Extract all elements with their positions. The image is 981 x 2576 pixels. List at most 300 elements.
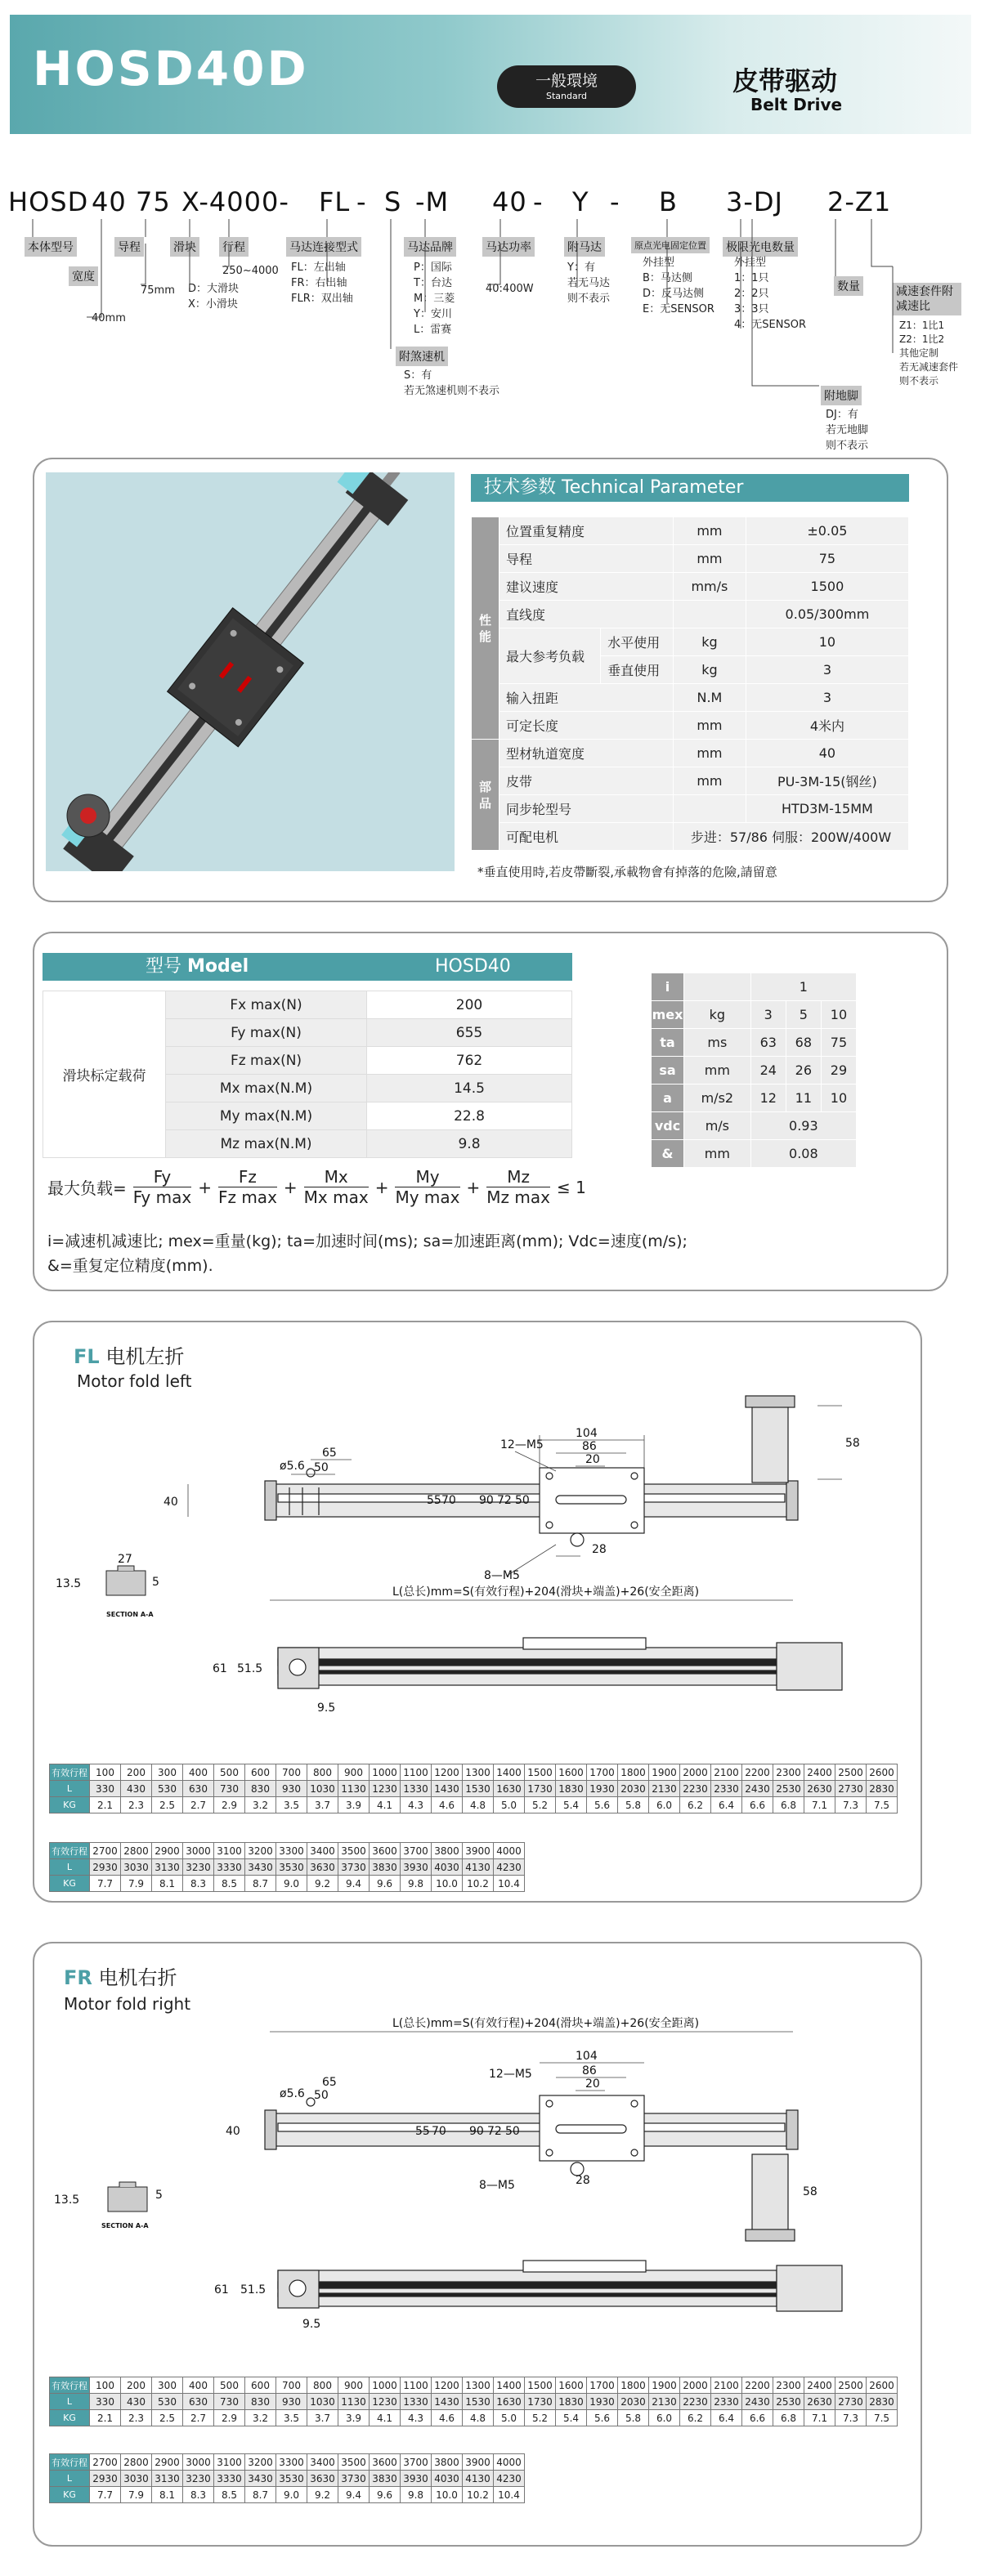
size-cell: 1700 (587, 2377, 618, 2394)
size-cell: 1030 (307, 2394, 338, 2410)
size-cell: 900 (338, 1764, 370, 1781)
size-cell: 5.2 (525, 2410, 556, 2426)
size-cell: 2430 (742, 2394, 773, 2410)
size-cell: 1500 (525, 1764, 556, 1781)
size-cell: 3130 (152, 1859, 183, 1876)
size-cell: 930 (276, 2394, 307, 2410)
fr-size-table-2 (49, 2453, 525, 2503)
size-cell: 9.4 (338, 2487, 370, 2503)
dim-12m5: 12—M5 (489, 2068, 532, 2081)
code-label: 减速套件附减速比 (893, 283, 961, 315)
size-cell: 6.8 (773, 2410, 804, 2426)
size-cell: 1600 (556, 1764, 587, 1781)
dim-8m5: 8—M5 (479, 2179, 515, 2192)
size-cell: 5.2 (525, 1797, 556, 1813)
code-opt-list: P：国际 T：台达 M：三菱 Y：安川 L：雷赛 (414, 262, 455, 336)
size-cell: 9.0 (276, 1876, 307, 1892)
drive-type-cn: 皮带驱动 (732, 65, 838, 96)
size-cell: 330 (90, 1781, 121, 1797)
size-cell: 2700 (90, 1843, 121, 1859)
size-cell: 2230 (680, 1781, 711, 1797)
dim-8m5: 8—M5 (484, 1569, 520, 1582)
size-cell: 4.1 (370, 2410, 401, 2426)
code-part: Y (572, 186, 589, 217)
code-part: - (533, 186, 544, 217)
size-cell: 2.1 (90, 1797, 121, 1813)
dim-65: 65 (322, 2076, 337, 2089)
size-cell: 2500 (835, 2377, 867, 2394)
size-cell: 9.6 (370, 1876, 401, 1892)
size-cell: 3.2 (245, 1797, 276, 1813)
size-cell: 7.5 (867, 2410, 898, 2426)
size-cell: 830 (245, 2394, 276, 2410)
size-cell: 2030 (618, 1781, 649, 1797)
size-cell: 9.6 (370, 2487, 401, 2503)
dim-20: 20 (585, 2077, 600, 2091)
size-cell: 2730 (835, 1781, 867, 1797)
size-cell: 1200 (432, 2377, 463, 2394)
size-cell: 3900 (463, 2454, 494, 2471)
size-cell: 2100 (711, 2377, 742, 2394)
size-cell: 3230 (183, 1859, 214, 1876)
code-part: 3-DJ (726, 186, 783, 217)
size-cell: 3500 (338, 1843, 370, 1859)
size-cell: 3430 (245, 1859, 276, 1876)
code-part: S (384, 186, 402, 217)
code-opt-list: FL：左出轴 FR：右出轴 FLR：双出轴 (291, 262, 353, 305)
size-cell: 3000 (183, 2454, 214, 2471)
size-cell: 2000 (680, 2377, 711, 2394)
size-cell: 3300 (276, 2454, 307, 2471)
size-cell: 1100 (401, 2377, 432, 2394)
code-opt-list: 外挂型 1：1只 2：2只 3：3只 4：无SENSOR (734, 257, 806, 331)
dim-12m5: 12—M5 (500, 1438, 544, 1451)
dim-58: 58 (803, 2185, 818, 2198)
size-cell: 1730 (525, 1781, 556, 1797)
size-cell: 9.2 (307, 2487, 338, 2503)
dim-90: 90 (479, 1494, 494, 1507)
code-opt: 75mm (141, 284, 175, 297)
size-row-header: L (50, 1859, 90, 1876)
size-cell: 1400 (494, 2377, 525, 2394)
size-cell: 8.1 (152, 1876, 183, 1892)
dim-40: 40 (164, 1496, 178, 1509)
size-cell: 3830 (370, 1859, 401, 1876)
size-cell: 3730 (338, 1859, 370, 1876)
size-row (50, 1764, 898, 1781)
size-cell: 1900 (649, 2377, 680, 2394)
size-cell: 3630 (307, 2471, 338, 2487)
size-cell: 2830 (867, 1781, 898, 1797)
dim-55: 55 (415, 2125, 430, 2138)
code-opt: 250~4000 (222, 265, 279, 277)
size-cell: 3930 (401, 1859, 432, 1876)
size-cell: 6.2 (680, 1797, 711, 1813)
size-cell: 1430 (432, 1781, 463, 1797)
size-cell: 7.5 (867, 1797, 898, 1813)
dim-20: 20 (585, 1453, 600, 1466)
size-cell: 2500 (835, 1764, 867, 1781)
size-cell: 7.9 (121, 1876, 152, 1892)
dim-65: 65 (322, 1447, 337, 1460)
size-cell: 4130 (463, 2471, 494, 2487)
size-cell: 1600 (556, 2377, 587, 2394)
size-cell: 3400 (307, 2454, 338, 2471)
size-cell: 7.3 (835, 1797, 867, 1813)
dim-5: 5 (155, 2189, 163, 2202)
size-cell: 1000 (370, 2377, 401, 2394)
size-cell: 530 (152, 1781, 183, 1797)
dim-phi: ø5.6 (280, 1460, 305, 1473)
size-cell: 5.8 (618, 2410, 649, 2426)
dim-50: 50 (314, 2089, 329, 2102)
code-label: 行程 (219, 237, 249, 257)
size-cell: 8.1 (152, 2487, 183, 2503)
product-image (46, 472, 455, 871)
size-cell: 2030 (618, 2394, 649, 2410)
tech-title: 技术参数 Technical Parameter (471, 474, 909, 502)
size-cell: 1000 (370, 1764, 401, 1781)
code-leader-lines (0, 214, 981, 459)
code-label: 宽度 (69, 266, 98, 286)
size-cell: 7.1 (804, 2410, 835, 2426)
size-cell: 300 (152, 1764, 183, 1781)
size-row (50, 2394, 898, 2410)
size-cell: 630 (183, 2394, 214, 2410)
code-label: 马达功率 (482, 237, 535, 257)
size-cell: 7.7 (90, 1876, 121, 1892)
size-cell: 3700 (401, 1843, 432, 1859)
code-part: 40 (492, 186, 527, 217)
size-cell: 430 (121, 2394, 152, 2410)
size-cell: 2600 (867, 1764, 898, 1781)
size-cell: 2530 (773, 2394, 804, 2410)
size-cell: 3330 (214, 2471, 245, 2487)
dim-90: 90 (469, 2125, 484, 2138)
size-cell: 7.7 (90, 2487, 121, 2503)
size-cell: 930 (276, 1781, 307, 1797)
size-cell: 3900 (463, 1843, 494, 1859)
size-cell: 4.3 (401, 1797, 432, 1813)
size-cell: 1200 (432, 1764, 463, 1781)
size-cell: 6.4 (711, 1797, 742, 1813)
size-cell: 3100 (214, 2454, 245, 2471)
load-formula: 最大负载= Fy Fy max + Fz Fz max + Mx Mx max + My My max + Mz Mz max ≤ 1 (47, 1167, 586, 1207)
code-opt: 40mm (92, 312, 126, 324)
dim-58: 58 (845, 1437, 860, 1450)
size-cell: 3030 (121, 1859, 152, 1876)
size-cell: 4.6 (432, 1797, 463, 1813)
size-cell: 1830 (556, 2394, 587, 2410)
size-row (50, 2377, 898, 2394)
size-cell: 2.7 (183, 1797, 214, 1813)
size-cell: 3530 (276, 2471, 307, 2487)
dim-13-5: 13.5 (54, 2194, 80, 2207)
size-cell: 3930 (401, 2471, 432, 2487)
size-cell: 3.5 (276, 1797, 307, 1813)
product-title: HOSD40D (33, 41, 309, 96)
size-cell: 1300 (463, 1764, 494, 1781)
drive-type-en: Belt Drive (750, 95, 843, 114)
fl-subtitle: Motor fold left (77, 1371, 192, 1391)
size-cell: 600 (245, 1764, 276, 1781)
dim-86: 86 (582, 1440, 597, 1453)
size-cell: 8.5 (214, 1876, 245, 1892)
size-cell: 1130 (338, 2394, 370, 2410)
size-cell: 5.4 (556, 2410, 587, 2426)
size-cell: 2830 (867, 2394, 898, 2410)
size-cell: 9.4 (338, 1876, 370, 1892)
section-label: SECTION A-A (101, 2222, 149, 2229)
code-label: 本体型号 (25, 237, 77, 257)
dim-13-5: 13.5 (56, 1577, 82, 1590)
size-cell: 1100 (401, 1764, 432, 1781)
environment-badge-cn: 一般環境 (535, 72, 598, 90)
code-part: -M (415, 186, 450, 217)
size-cell: 1830 (556, 1781, 587, 1797)
size-cell: 2530 (773, 1781, 804, 1797)
code-part: B (659, 186, 678, 217)
fl-size-table-2 (49, 1842, 525, 1892)
fl-size-table-1 (49, 1764, 898, 1813)
code-part: FL (319, 186, 351, 217)
size-cell: 3100 (214, 1843, 245, 1859)
size-cell: 2330 (711, 2394, 742, 2410)
size-row (50, 1859, 525, 1876)
dim-40: 40 (226, 2125, 240, 2138)
dim-50b: 50 (505, 2125, 520, 2138)
dim-phi: ø5.6 (280, 2087, 305, 2100)
size-cell: 1430 (432, 2394, 463, 2410)
size-cell: 3.9 (338, 1797, 370, 1813)
size-cell: 10.2 (463, 1876, 494, 1892)
size-cell: 3030 (121, 2471, 152, 2487)
size-cell: 2930 (90, 2471, 121, 2487)
size-cell: 830 (245, 1781, 276, 1797)
size-cell: 700 (276, 2377, 307, 2394)
size-cell: 4130 (463, 1859, 494, 1876)
model-table: 滑块标定载荷 Fx max(N) 200 Fy max(N) 655 Fz max(N) 762 Mx max(N.M) 14.5 My max(N.M) 22.8 Mz max(N.M) 9.8 (43, 991, 572, 1158)
size-cell: 5.6 (587, 1797, 618, 1813)
size-cell: 6.0 (649, 2410, 680, 2426)
size-cell: 2630 (804, 2394, 835, 2410)
size-cell: 3800 (432, 1843, 463, 1859)
dim-72: 72 (487, 2125, 502, 2138)
size-row-header: KG (50, 2410, 90, 2426)
size-cell: 2.7 (183, 2410, 214, 2426)
size-cell: 3230 (183, 2471, 214, 2487)
size-cell: 1230 (370, 1781, 401, 1797)
size-cell: 3.5 (276, 2410, 307, 2426)
size-cell: 430 (121, 1781, 152, 1797)
size-cell: 8.5 (214, 2487, 245, 2503)
size-cell: 2.1 (90, 2410, 121, 2426)
size-cell: 2200 (742, 2377, 773, 2394)
size-cell: 800 (307, 1764, 338, 1781)
size-row-header: KG (50, 2487, 90, 2503)
size-cell: 10.2 (463, 2487, 494, 2503)
length-formula: L(总长)mm=S(有效行程)+204(滑块+端盖)+26(安全距离) (392, 2017, 700, 2030)
size-cell: 6.0 (649, 1797, 680, 1813)
size-cell: 3700 (401, 2454, 432, 2471)
size-cell: 1530 (463, 1781, 494, 1797)
size-cell: 1500 (525, 2377, 556, 2394)
legend-line-1: i=减速机减速比; mex=重量(kg); ta=加速时间(ms); sa=加速距离(mm); Vdc=速度(m/s); (47, 1232, 688, 1250)
tech-cat: 部品 (472, 740, 499, 851)
size-cell: 2.5 (152, 1797, 183, 1813)
size-cell: 1330 (401, 2394, 432, 2410)
code-opt-list: Z1：1比1 Z2：1比2 其他定制 若无减速套件 则不表示 (899, 320, 959, 387)
dim-9-5: 9.5 (317, 1702, 336, 1715)
size-cell: 10.0 (432, 1876, 463, 1892)
size-cell: 2000 (680, 1764, 711, 1781)
code-label: 滑块 (170, 237, 199, 257)
size-cell: 4.6 (432, 2410, 463, 2426)
fl-drawing (33, 1389, 922, 1765)
size-cell: 2300 (773, 2377, 804, 2394)
size-cell: 6.6 (742, 2410, 773, 2426)
size-cell: 1930 (587, 2394, 618, 2410)
size-cell: 1030 (307, 1781, 338, 1797)
size-cell: 1130 (338, 1781, 370, 1797)
size-row-header: 有效行程 (50, 2454, 90, 2471)
code-part: X-4000- (181, 186, 289, 217)
code-label: 附煞速机 (396, 347, 448, 366)
size-cell: 2.9 (214, 2410, 245, 2426)
size-cell: 4.1 (370, 1797, 401, 1813)
size-row (50, 1781, 898, 1797)
size-row (50, 2410, 898, 2426)
size-cell: 2.5 (152, 2410, 183, 2426)
size-cell: 1630 (494, 1781, 525, 1797)
tech-table: 性能 位置重复精度 mm ±0.05 导程 mm 75 建议速度 mm/s 1500 直线度 0.05/300mm 最大参考负载 水平使用 kg 10 垂直使用 kg 3 输入扭距 N.M 3 可定长度 mm 4米内 部品 型材轨道宽度 mm 40 皮带 mm PU-3M-15(钢丝) 同步轮型号 HTD3M-15MM 可配电机 步进：57/86 伺服：200W/400W (471, 517, 909, 851)
size-cell: 4.3 (401, 2410, 432, 2426)
fr-title: FR 电机右折 (64, 1966, 177, 1989)
size-cell: 3530 (276, 1859, 307, 1876)
size-cell: 2930 (90, 1859, 121, 1876)
size-cell: 500 (214, 2377, 245, 2394)
size-cell: 2100 (711, 1764, 742, 1781)
size-cell: 700 (276, 1764, 307, 1781)
size-cell: 2600 (867, 2377, 898, 2394)
size-cell: 2400 (804, 2377, 835, 2394)
size-cell: 2800 (121, 1843, 152, 1859)
model-group: 滑块标定载荷 (43, 991, 166, 1158)
size-row-header: 有效行程 (50, 2377, 90, 2394)
dim-72: 72 (497, 1494, 512, 1507)
size-cell: 2700 (90, 2454, 121, 2471)
size-cell: 1900 (649, 1764, 680, 1781)
size-cell: 1300 (463, 2377, 494, 2394)
size-cell: 3430 (245, 2471, 276, 2487)
dim-104: 104 (576, 1427, 598, 1440)
size-cell: 3200 (245, 2454, 276, 2471)
size-cell: 9.8 (401, 2487, 432, 2503)
size-cell: 730 (214, 2394, 245, 2410)
size-row (50, 2471, 525, 2487)
code-part: HOSD (8, 186, 89, 217)
size-cell: 730 (214, 1781, 245, 1797)
size-cell: 1230 (370, 2394, 401, 2410)
fl-title: FL 电机左折 (74, 1345, 185, 1368)
code-part: 2-Z1 (827, 186, 892, 217)
size-cell: 1400 (494, 1764, 525, 1781)
environment-badge (497, 65, 636, 108)
size-cell: 3600 (370, 1843, 401, 1859)
size-cell: 9.2 (307, 1876, 338, 1892)
code-label: 极限光电数量 (723, 237, 798, 257)
size-cell: 4.8 (463, 1797, 494, 1813)
size-cell: 330 (90, 2394, 121, 2410)
size-cell: 8.3 (183, 1876, 214, 1892)
size-cell: 630 (183, 1781, 214, 1797)
code-opt-list: D：大滑块 X：小滑块 (188, 283, 240, 311)
size-cell: 3000 (183, 1843, 214, 1859)
size-cell: 4000 (494, 2454, 525, 2471)
fr-drawing (33, 2010, 922, 2395)
size-cell: 2900 (152, 1843, 183, 1859)
size-cell: 300 (152, 2377, 183, 2394)
size-cell: 3.7 (307, 1797, 338, 1813)
code-label: 附马达 (564, 237, 605, 257)
size-cell: 1930 (587, 1781, 618, 1797)
size-cell: 3730 (338, 2471, 370, 2487)
size-cell: 1800 (618, 2377, 649, 2394)
size-cell: 3.9 (338, 2410, 370, 2426)
dim-5: 5 (152, 1576, 159, 1589)
size-cell: 3200 (245, 1843, 276, 1859)
code-opt-list: DJ：有 若无地脚 则不表示 (826, 409, 869, 452)
size-cell: 2430 (742, 1781, 773, 1797)
size-cell: 3400 (307, 1843, 338, 1859)
size-cell: 3630 (307, 1859, 338, 1876)
size-cell: 4030 (432, 2471, 463, 2487)
size-cell: 1530 (463, 2394, 494, 2410)
size-cell: 200 (121, 2377, 152, 2394)
size-cell: 3330 (214, 1859, 245, 1876)
size-cell: 2400 (804, 1764, 835, 1781)
size-cell: 1730 (525, 2394, 556, 2410)
size-cell: 530 (152, 2394, 183, 2410)
dim-9-5: 9.5 (302, 2318, 321, 2331)
size-cell: 2200 (742, 1764, 773, 1781)
size-cell: 400 (183, 1764, 214, 1781)
size-cell: 2900 (152, 2454, 183, 2471)
dim-28: 28 (576, 2174, 590, 2187)
size-cell: 1630 (494, 2394, 525, 2410)
code-opt-list: 外挂型 B：马达侧 D：反马达侧 E：无SENSOR (643, 257, 714, 315)
size-row (50, 1843, 525, 1859)
size-cell: 4230 (494, 1859, 525, 1876)
size-cell: 3500 (338, 2454, 370, 2471)
size-cell: 200 (121, 1764, 152, 1781)
environment-badge-en: Standard (545, 91, 588, 101)
code-opt-list: Y：有 若无马达 则不表示 (567, 262, 611, 305)
size-cell: 100 (90, 2377, 121, 2394)
size-cell: 5.0 (494, 1797, 525, 1813)
size-cell: 5.0 (494, 2410, 525, 2426)
size-cell: 3300 (276, 1843, 307, 1859)
code-part: - (356, 186, 367, 217)
code-label: 导程 (114, 237, 144, 257)
size-cell: 7.9 (121, 2487, 152, 2503)
size-cell: 1700 (587, 1764, 618, 1781)
size-cell: 3.2 (245, 2410, 276, 2426)
size-cell: 4030 (432, 1859, 463, 1876)
size-cell: 6.8 (773, 1797, 804, 1813)
size-cell: 2630 (804, 1781, 835, 1797)
size-cell: 3.7 (307, 2410, 338, 2426)
